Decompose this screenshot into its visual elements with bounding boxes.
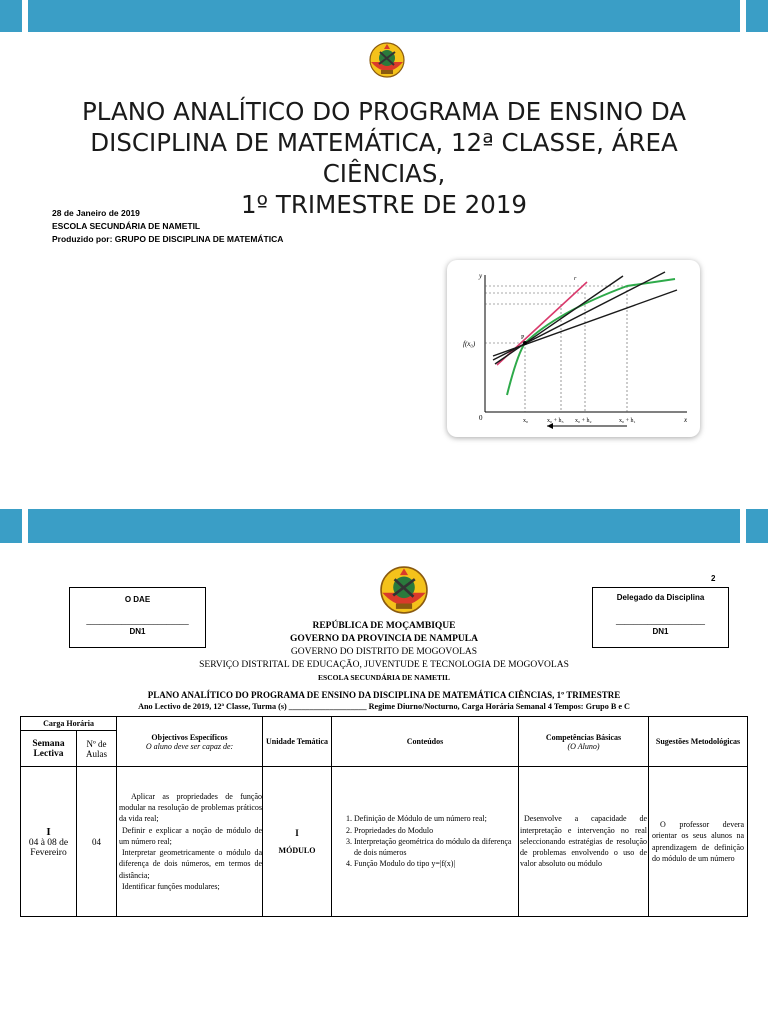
- graph-x0-label: x₀: [523, 418, 529, 424]
- plan-table: [20, 716, 748, 917]
- dae-signature-line: _______________________: [86, 616, 189, 625]
- cover-date: 28 de Janeiro de 2019: [52, 208, 140, 218]
- header-republic: REPÚBLICA DE MOÇAMBIQUE: [312, 621, 456, 631]
- aulas-cell: 04: [77, 767, 117, 917]
- graph-point-p: [523, 341, 527, 345]
- delegado-role: DN1: [652, 627, 669, 636]
- conteudo-item: 4. Função Modulo do tipo y=|f(x)|: [354, 858, 518, 869]
- semana-number: I: [46, 825, 51, 838]
- unidade-cell: [263, 767, 332, 917]
- graph-r-label: r: [574, 276, 577, 282]
- header-carga-horaria: Carga Horária: [21, 717, 117, 731]
- objectivo-item: Interpretar geometricamente o módulo da diferença de dois números, em termos de distância;: [119, 848, 262, 880]
- graph-y-label: y: [479, 272, 483, 280]
- sugestoes-cell: [649, 767, 748, 917]
- plan-title: PLANO ANALÍTICO DO PROGRAMA DE ENSINO DA DISCIPLINA DE MATEMÁTICA CIÊNCIAS, 1º TRIMESTRE: [147, 690, 621, 700]
- page-number: 2: [711, 574, 716, 583]
- dae-role: DN1: [129, 627, 146, 636]
- graph-x0h2-label: x₀ + h₂: [575, 418, 592, 424]
- unidade-name: MÓDULO: [278, 846, 316, 855]
- conteudo-item: 2. Propriedades do Modulo: [354, 825, 518, 836]
- header-objectivos-sub: O aluno deve ser capaz de:: [145, 741, 234, 751]
- header-province: GOVERNO DA PROVINCIA DE NAMPULA: [290, 634, 478, 644]
- delegado-title: Delegado da Disciplina: [616, 593, 705, 602]
- objectivo-item: Identificar funções modulares;: [122, 881, 220, 891]
- header-conteudos: Conteúdos: [332, 717, 519, 767]
- objectivo-item: Definir e explicar a noção de módulo de um número real;: [119, 825, 262, 846]
- semana-cell: [21, 767, 77, 917]
- header-semana: Semana Lectiva: [21, 731, 77, 767]
- objectivo-item: Aplicar as propriedades de função modular na resolução de problemas práticos da vida real;: [119, 792, 262, 824]
- delegado-signature-line: ____________________: [616, 616, 705, 625]
- graph-x0h3-label: x₀ + h₃: [547, 418, 564, 424]
- cover-school: ESCOLA SECUNDÁRIA DE NAMETIL: [52, 221, 201, 231]
- semana-dates: 04 à 08 de Fevereiro: [28, 837, 69, 858]
- mozambique-emblem-page2: [376, 563, 432, 617]
- cover-right-margin: [740, 0, 746, 543]
- competencias-cell: [519, 767, 649, 917]
- conteudo-item: 1. Definição de Módulo de um número real;: [354, 813, 518, 824]
- graph-p-label: P: [521, 335, 525, 341]
- cover-title-line-1: PLANO ANALÍTICO DO PROGRAMA DE ENSINO DA: [81, 97, 687, 126]
- header-unidade: Unidade Temática: [263, 717, 332, 767]
- objectivos-cell: [117, 767, 263, 917]
- conteudos-cell: [332, 767, 519, 917]
- cover-bottom-band: [0, 509, 768, 543]
- header-objectivos: Objectivos Específicos: [151, 732, 228, 742]
- sugestoes-text: O professor devera orientar os seus alunos na aprendizagem de definição do módulo de um número: [652, 820, 744, 863]
- header-school: ESCOLA SECUNDÁRIA DE NAMETIL: [318, 673, 450, 682]
- cover-title-line-2: DISCIPLINA DE MATEMÁTICA, 12ª CLASSE, ÁREA CIÊNCIAS,: [90, 128, 678, 188]
- graph-curve: [507, 279, 675, 395]
- graph-origin: 0: [479, 414, 483, 422]
- graph-x-label: x: [684, 416, 688, 424]
- header-service: SERVIÇO DISTRITAL DE EDUCAÇÃO, JUVENTUDE E TECNOLOGIA DE MOGOVOLAS: [199, 660, 569, 670]
- header-competencias: Competências Básicas: [545, 732, 622, 742]
- plan-subtitle: Ano Lectivo de 2019, 12ª Classe, Turma (s) ___________________ Regime Diurno/Nocturno, Carga Horária Semanal 4 Tempos: Grupo B e C: [138, 702, 630, 711]
- cover-producer: Produzido por: GRUPO DE DISCIPLINA DE MATEMÁTICA: [52, 234, 284, 244]
- header-district: GOVERNO DO DISTRITO DE MOGOVOLAS: [290, 647, 478, 657]
- competencias-text: Desenvolve a capacidade de interpretação e intervenção no real seleccionando estratégias de resolução de problemas envolvendo o uso de valor absoluto ou módulo: [520, 814, 647, 869]
- graph-x0h1-label: x₀ + h₁: [619, 418, 636, 424]
- graph-secant-2: [495, 276, 623, 364]
- table-row: [21, 767, 748, 917]
- conteudo-item: 3. Interpretação geométrica do módulo da diferença de dois números: [354, 836, 518, 858]
- cover-left-margin: [22, 0, 28, 543]
- derivative-graph: [447, 260, 700, 437]
- cover-title-line-3: 1º TRIMESTRE DE 2019: [240, 190, 528, 219]
- mozambique-emblem: [367, 40, 407, 80]
- header-sugestoes: Sugestões Metodológicas: [649, 717, 748, 767]
- cover-title: [40, 96, 728, 220]
- graph-fx0-label: f(x₀): [463, 340, 476, 348]
- header-objectivos-cell: [117, 717, 263, 767]
- header-aulas: Nº de Aulas: [77, 731, 117, 767]
- derivative-graph-card: [447, 260, 700, 437]
- header-competencias-sub: (O Aluno): [567, 741, 600, 751]
- header-competencias-cell: [519, 717, 649, 767]
- unidade-number: I: [295, 828, 299, 838]
- dae-title: O DAE: [124, 595, 151, 604]
- cover-top-band: [0, 0, 768, 32]
